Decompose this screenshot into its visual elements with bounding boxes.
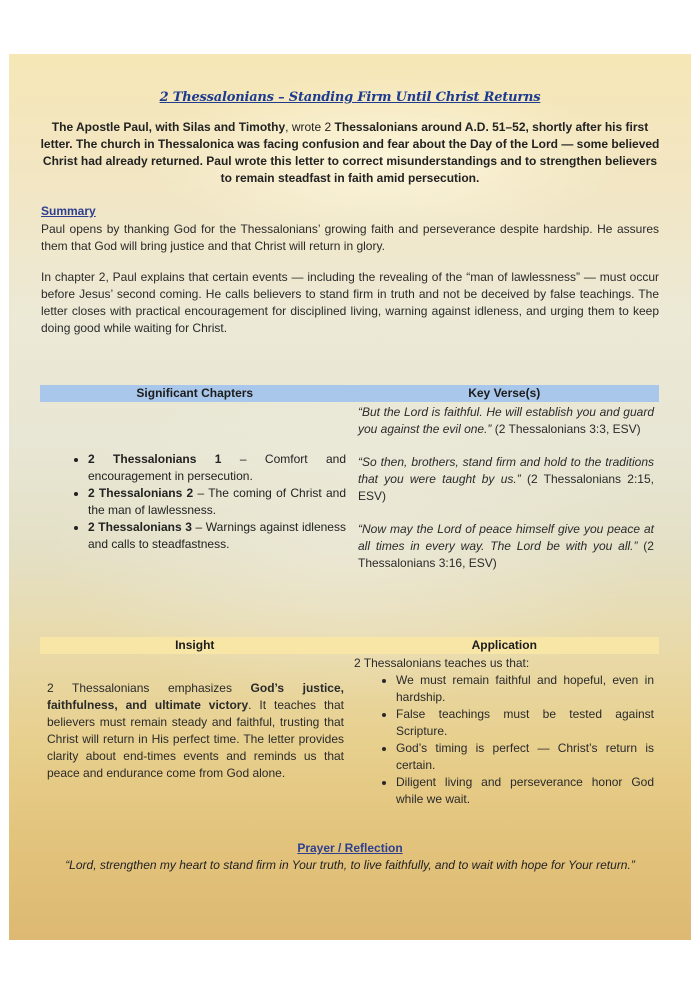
key-verse xyxy=(358,454,654,505)
application-cell xyxy=(354,655,654,808)
chapters-list-cell xyxy=(40,451,346,553)
list-item: • God’s timing is perfect — Christ’s return is certain. xyxy=(396,740,654,774)
list-item: • We must remain faithful and hopeful, even in hardship. xyxy=(396,672,654,706)
chapter-ref: 2 Thessalonians 3 xyxy=(88,520,192,534)
insight-emphasis: God’s justice, faithfulness, and ultimate victory xyxy=(47,681,344,712)
verse-quote: “But the Lord is faithful. He will establish you and guard you against the evil one.” xyxy=(358,405,654,436)
chapter-text: – The coming of Christ and the man of lawlessness. xyxy=(88,486,346,517)
intro-part: 2 xyxy=(324,120,332,134)
header-insight: Insight xyxy=(175,638,215,652)
document-page xyxy=(9,54,691,940)
chapter-ref: 2 Thessalonians 1 xyxy=(88,452,222,466)
chapter-text: – Comfort and encouragement in persecution. xyxy=(88,452,346,483)
summary-heading: Summary xyxy=(41,204,96,218)
verse-ref: (2 Thessalonians 2:15, ESV) xyxy=(358,472,654,503)
insight-part: 2 Thessalonians emphasizes xyxy=(47,681,251,695)
header-significant-chapters: Significant Chapters xyxy=(136,386,254,400)
intro-part: Thessalonians around A.D. 51–52 xyxy=(331,120,526,134)
verse-ref: (2 Thessalonians 3:16, ESV) xyxy=(358,539,654,570)
header-key-verses: Key Verse(s) xyxy=(468,386,541,400)
list-item xyxy=(88,485,346,519)
prayer-text: “Lord, strengthen my heart to stand firm in Your truth, to live faithfully, and to wait with hope for Your return.” xyxy=(65,858,635,872)
verse-ref: (2 Thessalonians 3:3, ESV) xyxy=(491,422,641,436)
insight-cell xyxy=(47,680,344,782)
chapters-list xyxy=(40,451,346,553)
summary-paragraph-2: In chapter 2, Paul explains that certain events — including the revealing of the “man of lawlessness” — must occur before Jesus’ second coming. He calls believers to stand firm in truth and not be deceived by false teachings. The letter closes with practical encouragement for disciplined living, warning against idleness, and urging them to keep doing good while waiting for Christ. xyxy=(41,270,659,335)
intro-part: The Apostle Paul, with Silas and Timothy xyxy=(51,120,286,134)
verse-quote: “So then, brothers, stand firm and hold to the traditions that you were taught by us.” xyxy=(358,455,654,486)
key-verse xyxy=(358,404,654,438)
intro-part: , wrote xyxy=(285,120,325,134)
table2-header xyxy=(40,637,659,654)
header-application: Application xyxy=(471,638,537,652)
intro-part: , shortly after his first letter. The church in Thessalonica was facing confusion and fear about the Day of the Lord — some believed Christ had already returned. Paul wrote this letter to correct misunderstandings and to strengthen believers to remain steadfast in faith amid persecution. xyxy=(40,120,660,185)
list-item xyxy=(88,451,346,485)
chapter-text: – Warnings against idleness and calls to steadfastness. xyxy=(88,520,346,551)
summary-paragraph-1: Paul opens by thanking God for the Thessalonians’ growing faith and perseverance despite hardship. He assures them that God will bring justice and that Christ will return in glory. xyxy=(41,222,659,253)
insight-part: . It teaches that believers must remain steady and faithful, trusting that Christ will return in His perfect time. The letter provides clarity about end-times events and reminds us that peace and endurance come from God alone. xyxy=(47,698,344,780)
key-verses-cell xyxy=(358,404,654,588)
chapter-ref: 2 Thessalonians 2 xyxy=(88,486,194,500)
verse-quote: “Now may the Lord of peace himself give you peace at all times in every way. The Lord be with you all.” xyxy=(358,522,654,553)
prayer-heading: Prayer / Reflection xyxy=(297,841,403,855)
list-item xyxy=(88,519,346,553)
key-verse xyxy=(358,521,654,572)
application-list xyxy=(354,672,654,808)
page-title: 2 Thessalonians – Standing Firm Until Christ Returns xyxy=(159,90,541,105)
table1-header xyxy=(40,385,659,402)
intro-paragraph xyxy=(39,119,661,187)
list-item: • Diligent living and perseverance honor God while we wait. xyxy=(396,774,654,808)
application-intro: 2 Thessalonians teaches us that: xyxy=(354,656,530,670)
list-item: • False teachings must be tested against Scripture. xyxy=(396,706,654,740)
